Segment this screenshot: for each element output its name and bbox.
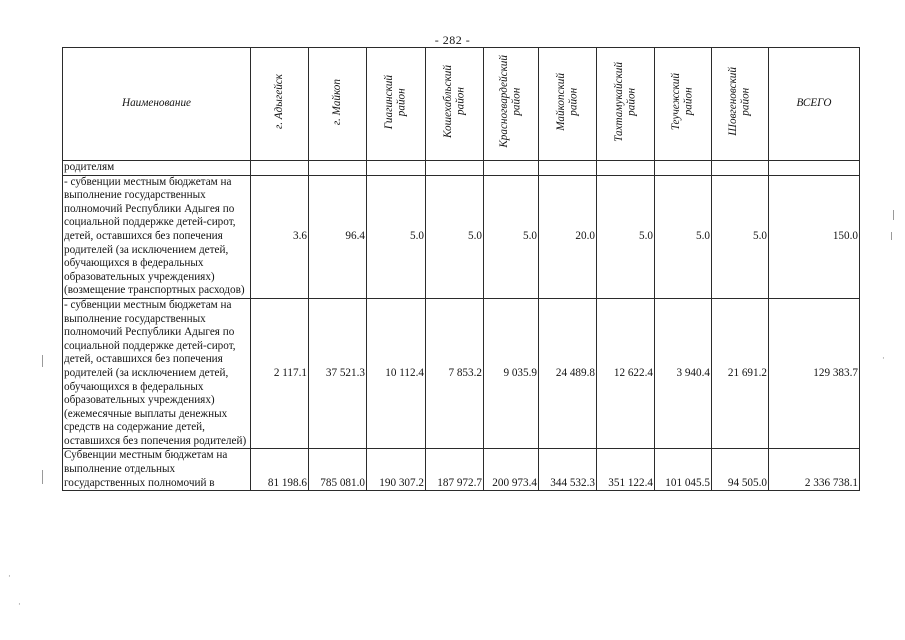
scan-mark [891,232,892,240]
cell-value: 21 691.2 [712,298,769,449]
cell-value [251,161,309,176]
row-name: - субвенции местным бюджетам на выполнение государственных полномочий Республики Адыгея по социальной поддержке детей-сирот, детей, оставшихся без попечения родителей (за исключением детей, обучающихся в федеральных образовательных учреждениях) (ежемесячные выплаты денежных средств на содержание детей, оставшихся без попечения родителей) [63,298,251,449]
cell-value: 187 972.7 [426,449,484,491]
cell-value: 96.4 [309,175,367,298]
column-header-maikop-city: г. Майкоп [309,48,367,161]
cell-value: 3 940.4 [655,298,712,449]
cell-value [309,161,367,176]
cell-value: 2 117.1 [251,298,309,449]
scan-mark [42,355,43,367]
cell-value: 37 521.3 [309,298,367,449]
cell-value: 344 532.3 [539,449,597,491]
cell-value: 351 122.4 [597,449,655,491]
cell-value: 5.0 [712,175,769,298]
table-row [63,175,860,298]
cell-value: 5.0 [367,175,426,298]
budget-table [62,47,860,491]
cell-value [712,161,769,176]
page-number: - 282 - [434,33,471,47]
cell-value: 190 307.2 [367,449,426,491]
cell-value: 10 112.4 [367,298,426,449]
column-header-total: ВСЕГО [769,48,860,161]
scan-speck: · [8,572,11,582]
row-name: - субвенции местным бюджетам на выполнение государственных полномочий Республики Адыгея по социальной поддержке детей-сирот, детей, оставшихся без попечения родителей (за исключением детей, обучающихся в федеральных образовательных учреждениях) (возмещение транспортных расходов) [63,175,251,298]
cell-value: 5.0 [484,175,539,298]
scan-speck: · [882,354,885,364]
cell-total: 129 383.7 [769,298,860,449]
column-header-krasnogvardeisky: Красногвардейский район [484,48,539,161]
column-header-teuchezhsky: Теучежский район [655,48,712,161]
cell-value [655,161,712,176]
scan-mark [42,470,43,484]
cell-value [597,161,655,176]
column-header-adygeisk: г. Адыгейск [251,48,309,161]
table-row [63,298,860,449]
cell-value: 5.0 [597,175,655,298]
scan-mark [893,210,894,220]
cell-value: 12 622.4 [597,298,655,449]
cell-value: 94 505.0 [712,449,769,491]
table-row [63,449,860,491]
cell-value [484,161,539,176]
cell-value [539,161,597,176]
row-name: родителям [63,161,251,176]
cell-value: 5.0 [655,175,712,298]
row-name: Субвенции местным бюджетам на выполнение отдельных государственных полномочий в [63,449,251,491]
cell-value: 81 198.6 [251,449,309,491]
scan-speck: · [18,600,21,610]
cell-value: 3.6 [251,175,309,298]
cell-value: 9 035.9 [484,298,539,449]
column-header-maikopsky: Майкопский район [539,48,597,161]
cell-value: 24 489.8 [539,298,597,449]
cell-value: 200 973.4 [484,449,539,491]
cell-value: 7 853.2 [426,298,484,449]
cell-value: 101 045.5 [655,449,712,491]
cell-total [769,161,860,176]
cell-value: 5.0 [426,175,484,298]
cell-value [367,161,426,176]
cell-total: 150.0 [769,175,860,298]
column-header-shovgenovsky: Шовгеновский район [712,48,769,161]
column-header-koshekhablsky: Кошехабльский район [426,48,484,161]
cell-value: 785 081.0 [309,449,367,491]
column-header-name: Наименование [63,48,251,161]
header-row [63,48,860,161]
column-header-takhtamukaisky: Тахтамукайский район [597,48,655,161]
cell-value: 20.0 [539,175,597,298]
cell-total: 2 336 738.1 [769,449,860,491]
cell-value [426,161,484,176]
column-header-giaginsky: Гиагинский район [367,48,426,161]
table-row [63,161,860,176]
